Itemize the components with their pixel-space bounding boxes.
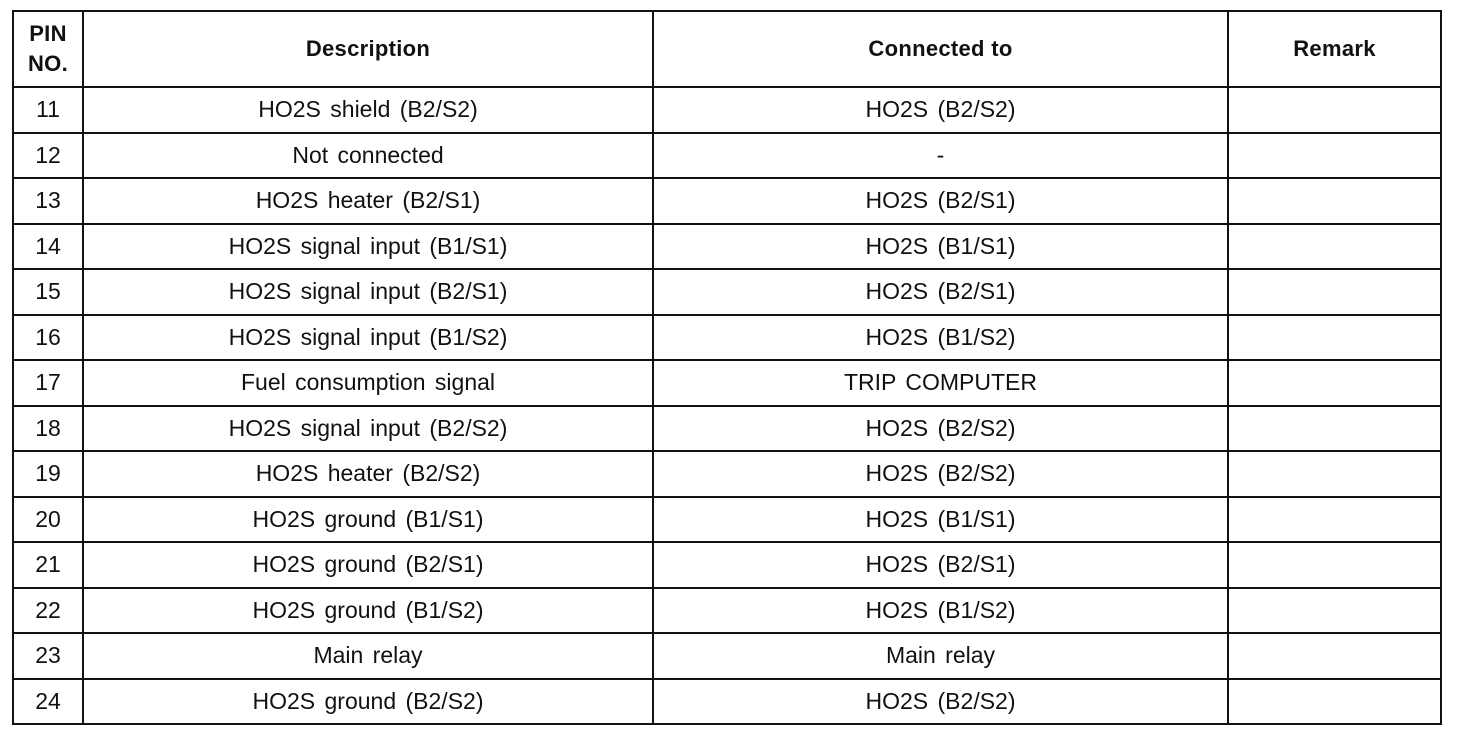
pin-number-cell: 18 — [13, 406, 83, 452]
pin-table-container — [12, 10, 1440, 725]
header-remark: Remark — [1228, 11, 1441, 87]
description-cell: HO2S shield (B2/S2) — [83, 87, 653, 133]
table-row — [13, 269, 1441, 315]
pin-number-cell: 21 — [13, 542, 83, 588]
description-cell: Fuel consumption signal — [83, 360, 653, 406]
table-row — [13, 360, 1441, 406]
pin-number-cell: 23 — [13, 633, 83, 679]
pin-number-cell: 12 — [13, 133, 83, 179]
pin-number-cell: 16 — [13, 315, 83, 361]
connected-to-cell: HO2S (B2/S2) — [653, 679, 1228, 725]
remark-cell — [1228, 87, 1441, 133]
table-row — [13, 679, 1441, 725]
remark-cell — [1228, 542, 1441, 588]
connected-to-cell: Main relay — [653, 633, 1228, 679]
table-row — [13, 224, 1441, 270]
pin-number-cell: 11 — [13, 87, 83, 133]
description-cell: HO2S ground (B2/S2) — [83, 679, 653, 725]
pin-number-cell: 13 — [13, 178, 83, 224]
description-cell: Not connected — [83, 133, 653, 179]
description-cell: HO2S ground (B2/S1) — [83, 542, 653, 588]
header-connected-to: Connected to — [653, 11, 1228, 87]
table-row — [13, 315, 1441, 361]
connected-to-cell: HO2S (B1/S1) — [653, 224, 1228, 270]
pin-number-cell: 17 — [13, 360, 83, 406]
description-cell: HO2S signal input (B1/S1) — [83, 224, 653, 270]
table-row — [13, 542, 1441, 588]
header-row — [13, 11, 1441, 87]
description-cell: HO2S heater (B2/S2) — [83, 451, 653, 497]
header-pin-line2: NO. — [27, 51, 68, 76]
remark-cell — [1228, 224, 1441, 270]
remark-cell — [1228, 451, 1441, 497]
connected-to-cell: HO2S (B2/S1) — [653, 178, 1228, 224]
connected-to-cell: HO2S (B2/S2) — [653, 87, 1228, 133]
description-cell: HO2S signal input (B2/S2) — [83, 406, 653, 452]
remark-cell — [1228, 178, 1441, 224]
remark-cell — [1228, 497, 1441, 543]
remark-cell — [1228, 406, 1441, 452]
remark-cell — [1228, 360, 1441, 406]
pin-number-cell: 15 — [13, 269, 83, 315]
header-pin-no — [13, 11, 83, 87]
connected-to-cell: HO2S (B1/S2) — [653, 588, 1228, 634]
header-pin-line1: PIN — [29, 21, 67, 46]
table-row — [13, 87, 1441, 133]
remark-cell — [1228, 133, 1441, 179]
remark-cell — [1228, 588, 1441, 634]
connected-to-cell: HO2S (B2/S2) — [653, 406, 1228, 452]
description-cell: HO2S ground (B1/S1) — [83, 497, 653, 543]
table-row — [13, 133, 1441, 179]
remark-cell — [1228, 633, 1441, 679]
connected-to-cell: HO2S (B1/S1) — [653, 497, 1228, 543]
pin-number-cell: 24 — [13, 679, 83, 725]
connected-to-cell: TRIP COMPUTER — [653, 360, 1228, 406]
connected-to-cell: HO2S (B1/S2) — [653, 315, 1228, 361]
table-header — [13, 11, 1441, 87]
table-row — [13, 588, 1441, 634]
remark-cell — [1228, 679, 1441, 725]
pin-connection-table — [12, 10, 1442, 725]
connected-to-cell: HO2S (B2/S2) — [653, 451, 1228, 497]
pin-number-cell: 22 — [13, 588, 83, 634]
table-row — [13, 633, 1441, 679]
description-cell: Main relay — [83, 633, 653, 679]
description-cell: HO2S signal input (B2/S1) — [83, 269, 653, 315]
pin-number-cell: 20 — [13, 497, 83, 543]
pin-number-cell: 14 — [13, 224, 83, 270]
description-cell: HO2S heater (B2/S1) — [83, 178, 653, 224]
table-row — [13, 497, 1441, 543]
table-row — [13, 406, 1441, 452]
remark-cell — [1228, 315, 1441, 361]
pin-number-cell: 19 — [13, 451, 83, 497]
description-cell: HO2S signal input (B1/S2) — [83, 315, 653, 361]
description-cell: HO2S ground (B1/S2) — [83, 588, 653, 634]
connected-to-cell: HO2S (B2/S1) — [653, 269, 1228, 315]
connected-to-cell: - — [653, 133, 1228, 179]
table-body — [13, 87, 1441, 724]
header-description: Description — [83, 11, 653, 87]
table-row — [13, 451, 1441, 497]
table-row — [13, 178, 1441, 224]
connected-to-cell: HO2S (B2/S1) — [653, 542, 1228, 588]
remark-cell — [1228, 269, 1441, 315]
